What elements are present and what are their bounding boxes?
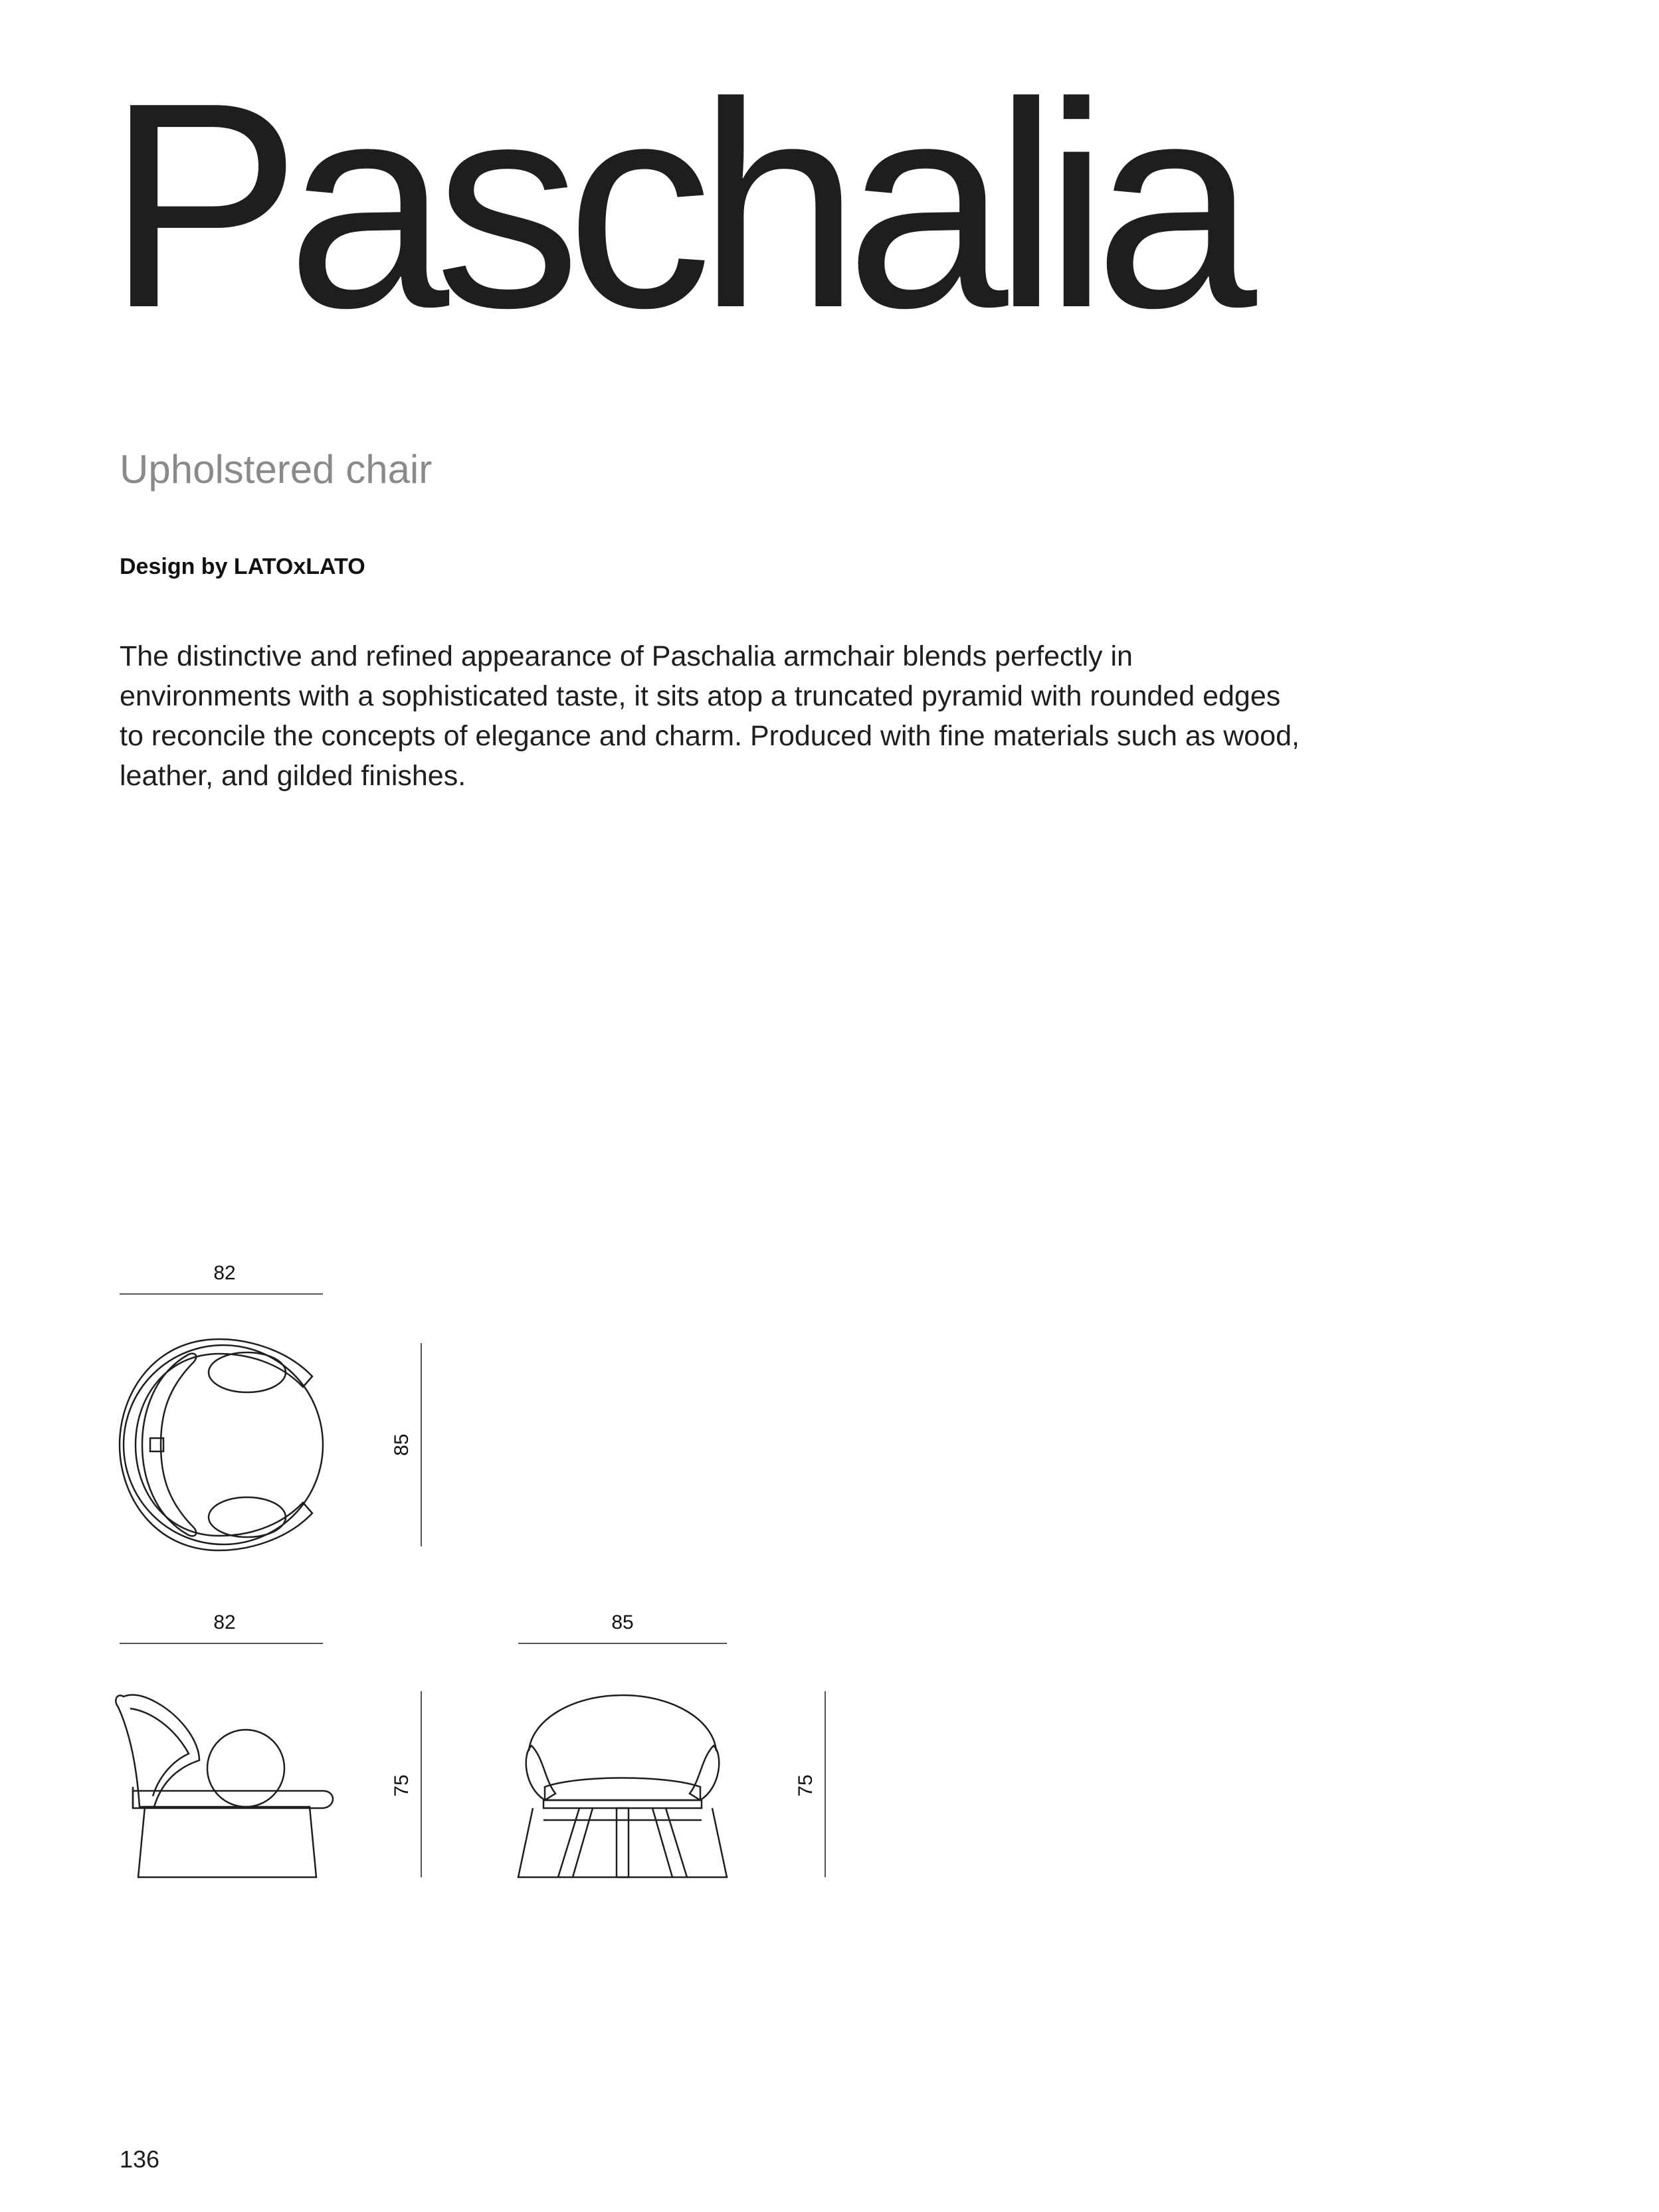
product-subtitle: Upholstered chair	[120, 447, 433, 492]
front-view-width-label: 85	[611, 1612, 634, 1633]
side-view-armrest	[207, 1730, 284, 1807]
side-view-seat	[133, 1791, 333, 1808]
front-view-frame	[543, 1800, 702, 1808]
front-view-shell	[529, 1695, 716, 1751]
designer-credit: Design by LATOxLATO	[120, 554, 365, 579]
side-view-width-label: 82	[213, 1612, 236, 1633]
front-view-armrest-left	[526, 1746, 555, 1800]
side-view-height-label: 75	[391, 1774, 413, 1797]
side-view-base	[138, 1807, 316, 1877]
front-view-seat	[545, 1778, 700, 1801]
top-view-drawing	[120, 1262, 421, 1550]
product-title: Paschalia	[106, 43, 1242, 369]
front-view-center-leg	[617, 1808, 629, 1877]
top-view-depth-label: 85	[391, 1433, 413, 1456]
front-view-base-inner-right	[652, 1808, 687, 1877]
top-view-width-label: 82	[213, 1262, 236, 1284]
front-view-armrest-right	[690, 1746, 719, 1800]
top-view-armrest-bottom	[209, 1497, 286, 1537]
product-description: The distinctive and refined appearance of Paschalia armchair blends perfectly in environments with a sophisticated taste, it sits atop a truncated pyramid with rounded edges to reconcile the concepts of elegance and charm. Produced with fine materials such as wood, leather, and gilded finishes.	[120, 640, 1300, 792]
top-view-shell	[120, 1339, 312, 1550]
front-view-base-inner-left	[558, 1808, 593, 1877]
top-view-seat	[124, 1345, 323, 1544]
side-view-drawing	[116, 1612, 421, 1877]
page-number: 136	[120, 2146, 160, 2173]
front-view-base-outer	[518, 1808, 727, 1877]
front-view-drawing	[518, 1612, 825, 1877]
front-view-height-label: 75	[795, 1774, 817, 1797]
top-view-armrest-top	[209, 1352, 286, 1392]
